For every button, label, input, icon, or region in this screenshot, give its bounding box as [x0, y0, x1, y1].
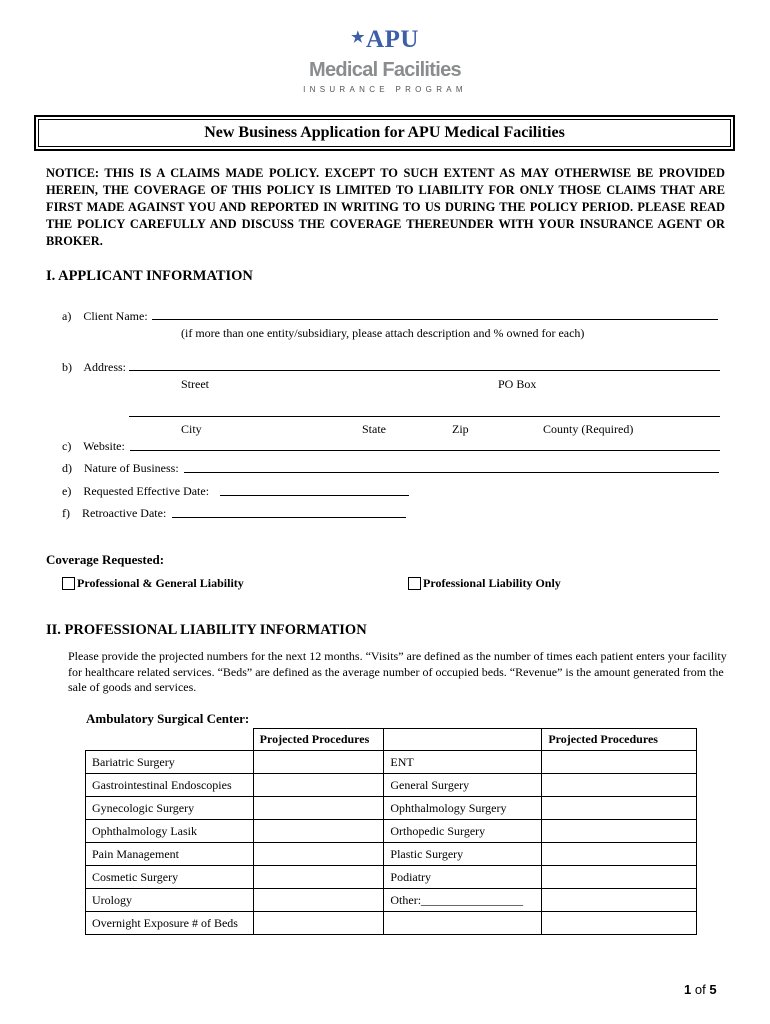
logo-apu-wordmark — [351, 26, 419, 54]
table-row — [86, 889, 697, 912]
procedure-input[interactable] — [253, 797, 384, 820]
coverage-heading: Coverage Requested: — [46, 552, 165, 567]
logo-insurance-program: INSURANCE PROGRAM — [303, 85, 467, 94]
procedure-label: Ophthalmology Lasik — [86, 820, 254, 843]
website-marker: c) — [62, 439, 72, 453]
retro-date-marker: f) — [62, 506, 70, 520]
client-name-note: (if more than one entity/subsidiary, please attach description and % owned for each) — [181, 326, 585, 340]
procedure-label: Bariatric Surgery — [86, 751, 254, 774]
page-current: 1 — [684, 982, 692, 997]
procedure-label: Cosmetic Surgery — [86, 866, 254, 889]
procedures-table — [85, 728, 697, 935]
procedure-input[interactable] — [253, 912, 384, 935]
procedure-label: Ophthalmology Surgery — [384, 797, 542, 820]
nature-of-business-field[interactable] — [184, 472, 719, 473]
address-label: Address: — [83, 360, 127, 374]
section-professional-heading: II. PROFESSIONAL LIABILITY INFORMATION — [46, 622, 367, 638]
coverage-option-prof-general-label: Professional & General Liability — [77, 576, 244, 590]
address-row — [62, 360, 126, 375]
professional-liability-instructions: Please provide the projected numbers for the next 12 months. “Visits” are defined as the number of times each patient enters your facility for healthcare related services. “Beds” are defined as the average number of occupied beds. “Revenue” is the amount generated from the sale of goods and services. — [68, 649, 727, 694]
procedure-label: Podiatry — [384, 866, 542, 889]
table-row — [86, 912, 697, 935]
retro-date-field[interactable] — [172, 517, 406, 518]
page-of-label: of — [694, 982, 706, 997]
table-row — [86, 797, 697, 820]
procedure-label: Other:_________________ — [384, 889, 542, 912]
table-header-blank — [86, 729, 254, 751]
procedure-input[interactable] — [542, 912, 697, 935]
logo-apu-text: APU — [366, 26, 419, 53]
table-row — [86, 843, 697, 866]
procedure-input[interactable] — [542, 843, 697, 866]
effective-date-row — [62, 484, 209, 499]
procedure-label: Orthopedic Surgery — [384, 820, 542, 843]
page-number — [684, 982, 717, 997]
address-city-field[interactable] — [129, 416, 720, 417]
table-header-row — [86, 729, 697, 751]
client-name-marker: a) — [62, 309, 72, 323]
procedure-input[interactable] — [253, 866, 384, 889]
procedure-label: ENT — [384, 751, 542, 774]
website-row — [62, 439, 125, 454]
effective-date-field[interactable] — [220, 495, 409, 496]
nature-label: Nature of Business: — [84, 461, 179, 475]
procedure-input[interactable] — [542, 774, 697, 797]
procedure-label: Overnight Exposure # of Beds — [86, 912, 254, 935]
procedure-label: Urology — [86, 889, 254, 912]
coverage-option-prof-only-label: Professional Liability Only — [423, 576, 561, 590]
procedure-input[interactable] — [542, 820, 697, 843]
section-applicant-heading: I. APPLICANT INFORMATION — [46, 268, 253, 284]
title-box — [34, 115, 735, 151]
table-row — [86, 774, 697, 797]
procedure-input[interactable] — [542, 866, 697, 889]
procedure-input[interactable] — [253, 889, 384, 912]
website-label: Website: — [83, 439, 125, 453]
procedure-label — [384, 912, 542, 935]
table-row — [86, 751, 697, 774]
asc-heading: Ambulatory Surgical Center: — [86, 711, 250, 726]
col-header-projected-right: Projected Procedures — [542, 729, 697, 751]
table-row — [86, 820, 697, 843]
procedure-label: Plastic Surgery — [384, 843, 542, 866]
coverage-option-prof-general[interactable] — [62, 576, 244, 591]
procedure-input[interactable] — [542, 889, 697, 912]
procedure-input[interactable] — [253, 751, 384, 774]
table-header-blank — [384, 729, 542, 751]
effective-date-label: Requested Effective Date: — [83, 484, 210, 498]
procedure-label: Pain Management — [86, 843, 254, 866]
procedure-input[interactable] — [253, 774, 384, 797]
apu-logo — [300, 26, 470, 94]
website-field[interactable] — [130, 450, 720, 451]
procedure-label: Gynecologic Surgery — [86, 797, 254, 820]
nature-marker: d) — [62, 461, 72, 475]
procedure-input[interactable] — [253, 820, 384, 843]
procedure-input[interactable] — [542, 797, 697, 820]
logo-medical-facilities: Medical Facilities — [309, 59, 461, 81]
address-county-label: County (Required) — [543, 422, 634, 436]
client-name-row — [62, 309, 148, 324]
address-city-label: City — [181, 422, 202, 436]
address-street-field[interactable] — [129, 370, 720, 371]
address-zip-label: Zip — [452, 422, 469, 436]
address-marker: b) — [62, 360, 72, 374]
effective-date-marker: e) — [62, 484, 72, 498]
client-name-label: Client Name: — [83, 309, 148, 323]
procedure-label: Gastrointestinal Endoscopies — [86, 774, 254, 797]
address-state-label: State — [362, 422, 386, 436]
procedure-input[interactable] — [253, 843, 384, 866]
nature-row — [62, 461, 179, 476]
client-name-field[interactable] — [152, 319, 718, 320]
procedure-label: General Surgery — [384, 774, 542, 797]
address-street-label: Street — [181, 377, 209, 391]
retro-date-row — [62, 506, 166, 521]
retro-date-label: Retroactive Date: — [82, 506, 167, 520]
claims-notice: NOTICE: THIS IS A CLAIMS MADE POLICY. EXCEPT TO SUCH EXTENT AS MAY OTHERWISE BE PROVIDED HEREIN, THE COVERAGE OF THIS POLICY IS LIMITED TO LIABILITY FOR ONLY THOSE CLAIMS THAT ARE FIRST MADE AGAINST YOU AND REPORTED IN WRITING TO US DURING THE POLICY PERIOD. PLEASE READ THE POLICY CAREFULLY AND DISCUSS THE COVERAGE THEREUNDER WITH YOUR INSURANCE AGENT OR BROKER. — [46, 166, 725, 248]
table-row — [86, 866, 697, 889]
col-header-projected-left: Projected Procedures — [253, 729, 384, 751]
star-icon: ★ — [351, 30, 366, 46]
page-total: 5 — [709, 982, 717, 997]
page-title: New Business Application for APU Medical Facilities — [38, 119, 731, 147]
procedure-input[interactable] — [542, 751, 697, 774]
checkbox-prof-general[interactable] — [62, 577, 75, 590]
coverage-option-prof-only[interactable] — [408, 576, 561, 591]
checkbox-prof-only[interactable] — [408, 577, 421, 590]
address-pobox-label: PO Box — [498, 377, 537, 391]
